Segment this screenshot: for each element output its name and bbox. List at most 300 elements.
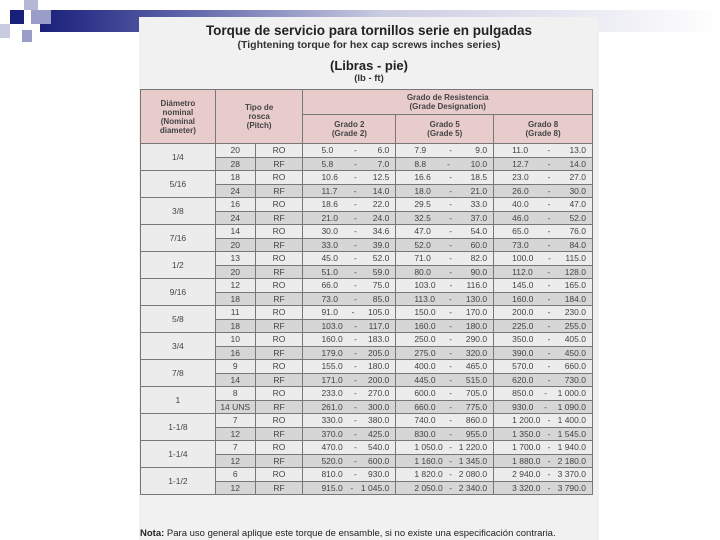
torque-range-cell <box>303 198 396 212</box>
header-grade-8 <box>494 115 593 144</box>
units-label: (Libras - pie) <box>329 58 408 73</box>
torque-range-cell <box>494 427 593 441</box>
torque-range-cell <box>494 360 593 374</box>
pitch-cell: 6 <box>215 468 255 482</box>
corner-square <box>0 24 10 38</box>
torque-range-cell <box>494 400 593 414</box>
torque-min: 620.0 <box>512 374 534 385</box>
range-separator: - <box>449 334 453 345</box>
torque-range-cell <box>494 171 593 185</box>
torque-min: 16.6 <box>414 172 431 183</box>
torque-min: 112.0 <box>512 266 533 277</box>
range-separator: - <box>449 455 453 466</box>
table-row <box>141 306 593 320</box>
torque-max: 52.0 <box>569 212 586 223</box>
pitch-cell: 14 <box>215 225 255 239</box>
diameter-cell: 9/16 <box>141 279 216 306</box>
torque-min: 225.0 <box>512 320 534 331</box>
range-separator: - <box>547 158 551 169</box>
diameter-cell: 1 <box>141 387 216 414</box>
range-separator: - <box>353 334 357 345</box>
torque-min: 51.0 <box>321 266 338 277</box>
torque-min: 275.0 <box>414 347 436 358</box>
torque-range-cell <box>396 346 494 360</box>
torque-range-cell <box>494 184 593 198</box>
torque-max: 955.0 <box>465 428 488 439</box>
range-separator: - <box>547 469 551 480</box>
range-separator: - <box>449 401 453 412</box>
header-text: diameter) <box>159 125 196 135</box>
torque-max: 1 545.0 <box>557 428 586 439</box>
torque-min: 250.0 <box>414 334 436 345</box>
torque-max: 1 000.0 <box>557 388 586 399</box>
torque-max: 21.0 <box>470 185 488 196</box>
torque-range-cell <box>396 414 494 428</box>
torque-max: 85.0 <box>372 293 390 304</box>
range-separator: - <box>449 415 453 426</box>
thread-type-cell: RF <box>255 265 303 279</box>
torque-range-cell <box>494 144 593 158</box>
thread-type-cell: RO <box>255 279 303 293</box>
range-separator: - <box>544 401 547 412</box>
range-separator: - <box>353 374 357 385</box>
torque-max: 705.0 <box>465 388 488 399</box>
torque-min: 71.0 <box>414 253 431 264</box>
torque-min: 350.0 <box>512 334 534 345</box>
torque-max: 14.0 <box>372 185 390 196</box>
header-text: Grado de Resistencia <box>406 93 489 102</box>
table-row <box>141 279 593 293</box>
thread-type-cell: RO <box>255 414 303 428</box>
torque-min: 850.0 <box>512 388 534 399</box>
range-separator: - <box>449 388 453 399</box>
torque-max: 320.0 <box>465 347 488 358</box>
thread-type-cell: RO <box>255 306 303 320</box>
range-separator: - <box>353 280 357 291</box>
torque-min: 520.0 <box>321 455 343 466</box>
range-separator: - <box>449 239 453 250</box>
range-separator: - <box>547 361 551 372</box>
torque-max: 37.0 <box>470 212 488 223</box>
header-pitch <box>215 90 303 144</box>
range-separator: - <box>353 145 357 156</box>
torque-range-cell <box>494 265 593 279</box>
range-separator: - <box>353 428 357 439</box>
range-separator: - <box>544 388 547 399</box>
torque-range-cell <box>303 360 396 374</box>
range-separator: - <box>353 469 357 480</box>
diameter-cell: 5/16 <box>141 171 216 198</box>
pitch-cell: 24 <box>215 184 255 198</box>
torque-range-cell <box>396 198 494 212</box>
torque-range-cell <box>303 346 396 360</box>
torque-range-cell <box>494 441 593 455</box>
range-separator: - <box>547 212 551 223</box>
pitch-cell: 16 <box>215 198 255 212</box>
torque-max: 7.0 <box>377 158 390 169</box>
thread-type-cell: RF <box>255 373 303 387</box>
torque-range-cell <box>303 211 396 225</box>
thread-type-cell: RO <box>255 387 303 401</box>
torque-min: 1 050.0 <box>414 442 443 453</box>
torque-min: 26.0 <box>512 185 529 196</box>
range-separator: - <box>449 199 453 210</box>
header-text: (Grade Designation) <box>409 102 486 111</box>
torque-range-cell <box>396 400 494 414</box>
thread-type-cell: RO <box>255 225 303 239</box>
diameter-cell: 3/8 <box>141 198 216 225</box>
torque-range-cell <box>396 454 494 468</box>
torque-range-cell <box>396 279 494 293</box>
torque-range-cell <box>494 454 593 468</box>
table-row <box>141 225 593 239</box>
range-separator: - <box>353 293 357 304</box>
torque-min: 470.0 <box>321 442 343 453</box>
torque-max: 600.0 <box>368 455 390 466</box>
corner-square <box>31 10 51 24</box>
torque-range-cell <box>494 252 593 266</box>
header-text: Grado 5 <box>429 120 460 129</box>
torque-range-cell <box>396 292 494 306</box>
thread-type-cell: RF <box>255 211 303 225</box>
torque-max: 425.0 <box>368 428 390 439</box>
torque-min: 7.9 <box>414 145 427 156</box>
torque-range-cell <box>494 157 593 171</box>
torque-max: 180.0 <box>368 361 390 372</box>
torque-min: 1 820.0 <box>414 469 443 480</box>
note-text: Para uso general aplique este torque de ensamble, si no existe una especificación contraria. <box>164 528 556 539</box>
torque-max: 33.0 <box>470 199 488 210</box>
torque-min: 660.0 <box>414 401 436 412</box>
diameter-cell: 5/8 <box>141 306 216 333</box>
torque-min: 740.0 <box>414 415 436 426</box>
thread-type-cell: RF <box>255 292 303 306</box>
header-text: Diámetro <box>160 98 196 108</box>
range-separator: - <box>353 442 357 453</box>
table-row <box>141 414 593 428</box>
range-separator: - <box>547 226 551 237</box>
range-separator: - <box>449 280 453 291</box>
torque-min: 21.0 <box>321 212 338 223</box>
torque-min: 1 350.0 <box>512 428 541 439</box>
torque-max: 300.0 <box>368 401 390 412</box>
range-separator: - <box>353 253 357 264</box>
torque-range-cell <box>396 427 494 441</box>
torque-min: 45.0 <box>321 253 338 264</box>
torque-range-cell <box>303 157 396 171</box>
torque-max: 90.0 <box>470 266 488 277</box>
header-text: Grado 2 <box>334 120 365 129</box>
torque-min: 145.0 <box>512 280 534 291</box>
torque-max: 405.0 <box>564 334 586 345</box>
torque-max: 115.0 <box>565 253 586 264</box>
torque-max: 128.0 <box>564 266 586 277</box>
diameter-cell: 1-1/2 <box>141 468 216 495</box>
range-separator: - <box>449 469 453 480</box>
thread-type-cell: RO <box>255 441 303 455</box>
range-separator: - <box>547 334 551 345</box>
torque-min: 30.0 <box>321 226 338 237</box>
torque-range-cell <box>494 238 593 252</box>
range-separator: - <box>547 266 551 277</box>
pitch-cell: 20 <box>215 238 255 252</box>
torque-min: 40.0 <box>512 199 529 210</box>
torque-min: 915.0 <box>321 482 343 493</box>
range-separator: - <box>353 347 357 358</box>
torque-max: 117.0 <box>368 320 390 331</box>
range-separator: - <box>449 172 453 183</box>
range-separator: - <box>350 482 354 493</box>
torque-min: 10.6 <box>321 172 338 183</box>
torque-table <box>140 89 593 495</box>
torque-range-cell <box>396 225 494 239</box>
header-text: rosca <box>248 112 270 121</box>
range-separator: - <box>547 185 551 196</box>
torque-min: 73.0 <box>321 293 338 304</box>
range-separator: - <box>547 442 551 453</box>
range-separator: - <box>449 307 453 318</box>
torque-max: 540.0 <box>368 442 390 453</box>
range-separator: - <box>547 199 551 210</box>
pitch-cell: 20 <box>215 144 255 158</box>
range-separator: - <box>353 401 357 412</box>
torque-max: 1 045.0 <box>360 482 390 493</box>
table-row <box>141 441 593 455</box>
note-label: Nota: <box>140 528 165 539</box>
torque-range-cell <box>396 171 494 185</box>
pitch-cell: 7 <box>215 441 255 455</box>
torque-range-cell <box>494 279 593 293</box>
torque-range-cell <box>303 414 396 428</box>
torque-max: 380.0 <box>368 415 390 426</box>
torque-min: 570.0 <box>512 361 534 372</box>
torque-max: 14.0 <box>569 158 586 169</box>
torque-range-cell <box>494 198 593 212</box>
thread-type-cell: RO <box>255 171 303 185</box>
torque-max: 27.0 <box>569 172 586 183</box>
torque-max: 775.0 <box>465 401 488 412</box>
torque-max: 82.0 <box>470 253 488 264</box>
torque-max: 54.0 <box>470 226 488 237</box>
thread-type-cell: RF <box>255 157 303 171</box>
torque-min: 66.0 <box>321 280 338 291</box>
torque-range-cell <box>303 387 396 401</box>
header-text: (Grade 5) <box>427 129 463 138</box>
torque-max: 1 090.0 <box>557 401 586 412</box>
torque-min: 33.0 <box>321 239 338 250</box>
torque-min: 810.0 <box>321 469 343 480</box>
thread-type-cell: RF <box>255 319 303 333</box>
table-row <box>141 360 593 374</box>
table-row <box>141 144 593 158</box>
torque-min: 32.5 <box>414 212 431 223</box>
torque-min: 5.8 <box>321 158 334 169</box>
pitch-cell: 18 <box>215 171 255 185</box>
torque-max: 3 370.0 <box>557 469 586 480</box>
range-separator: - <box>353 415 357 426</box>
torque-range-cell <box>303 292 396 306</box>
pitch-cell: 10 <box>215 333 255 347</box>
torque-range-cell <box>303 481 396 495</box>
torque-range-cell <box>396 373 494 387</box>
torque-max: 22.0 <box>372 199 390 210</box>
torque-min: 160.0 <box>321 334 343 345</box>
diameter-cell: 1-1/4 <box>141 441 216 468</box>
torque-min: 100.0 <box>512 253 534 264</box>
torque-min: 29.5 <box>414 199 431 210</box>
torque-min: 400.0 <box>414 361 436 372</box>
table-subtitle: (Tightening torque for hex cap screws inches series) <box>237 39 501 51</box>
torque-range-cell <box>494 225 593 239</box>
pitch-cell: 12 <box>215 427 255 441</box>
torque-max: 30.0 <box>569 185 586 196</box>
torque-max: 76.0 <box>569 226 586 237</box>
torque-max: 2 180.0 <box>557 455 586 466</box>
corner-square <box>10 10 24 24</box>
torque-max: 105.0 <box>368 307 390 318</box>
pitch-cell: 12 <box>215 481 255 495</box>
torque-min: 150.0 <box>414 307 436 318</box>
torque-range-cell <box>303 333 396 347</box>
header-text: nominal <box>162 107 194 117</box>
range-separator: - <box>449 374 453 385</box>
torque-max: 515.0 <box>465 374 488 385</box>
range-separator: - <box>547 145 551 156</box>
torque-min: 8.8 <box>414 158 427 169</box>
range-separator: - <box>547 253 551 264</box>
torque-range-cell <box>303 238 396 252</box>
range-separator: - <box>547 415 551 426</box>
torque-max: 290.0 <box>465 334 488 345</box>
torque-range-cell <box>396 144 494 158</box>
torque-range-cell <box>396 306 494 320</box>
torque-min: 330.0 <box>321 415 343 426</box>
torque-range-cell <box>303 454 396 468</box>
thread-type-cell: RO <box>255 333 303 347</box>
torque-max: 3 790.0 <box>557 482 586 493</box>
torque-max: 34.6 <box>372 226 390 237</box>
range-separator: - <box>353 361 357 372</box>
range-separator: - <box>547 172 551 183</box>
torque-max: 860.0 <box>465 415 488 426</box>
torque-range-cell <box>303 225 396 239</box>
torque-min: 370.0 <box>321 428 343 439</box>
diameter-cell: 7/8 <box>141 360 216 387</box>
torque-max: 13.0 <box>569 145 586 156</box>
torque-range-cell <box>396 481 494 495</box>
torque-table-image <box>139 17 599 540</box>
torque-max: 200.0 <box>368 374 390 385</box>
torque-min: 2 940.0 <box>512 469 541 480</box>
thread-type-cell: RF <box>255 238 303 252</box>
range-separator: - <box>353 455 357 466</box>
torque-range-cell <box>303 306 396 320</box>
torque-max: 1 220.0 <box>458 442 488 453</box>
torque-max: 660.0 <box>564 361 586 372</box>
torque-min: 179.0 <box>321 347 343 358</box>
torque-min: 171.0 <box>321 374 343 385</box>
torque-range-cell <box>494 387 593 401</box>
torque-range-cell <box>303 400 396 414</box>
torque-max: 52.0 <box>372 253 390 264</box>
torque-range-cell <box>494 414 593 428</box>
torque-min: 2 050.0 <box>414 482 443 493</box>
torque-max: 270.0 <box>368 388 390 399</box>
pitch-cell: 12 <box>215 279 255 293</box>
torque-min: 47.0 <box>414 226 431 237</box>
range-separator: - <box>448 293 452 304</box>
range-separator: - <box>547 455 551 466</box>
pitch-cell: 14 UNS <box>215 400 255 414</box>
torque-min: 18.0 <box>414 185 431 196</box>
torque-max: 18.5 <box>470 172 488 183</box>
torque-range-cell <box>396 184 494 198</box>
torque-max: 205.0 <box>368 347 390 358</box>
thread-type-cell: RO <box>255 468 303 482</box>
torque-range-cell <box>396 211 494 225</box>
range-separator: - <box>547 482 551 493</box>
range-separator: - <box>547 293 551 304</box>
torque-range-cell <box>494 346 593 360</box>
diameter-cell: 7/16 <box>141 225 216 252</box>
torque-min: 103.0 <box>414 280 436 291</box>
table-row <box>141 387 593 401</box>
torque-min: 18.6 <box>321 199 338 210</box>
torque-max: 1 400.0 <box>557 415 586 426</box>
range-separator: - <box>449 320 453 331</box>
torque-min: 113.0 <box>414 293 435 304</box>
range-separator: - <box>446 158 450 169</box>
torque-max: 116.0 <box>466 280 488 291</box>
header-text: (Pitch) <box>246 121 272 130</box>
torque-max: 2 080.0 <box>458 469 488 480</box>
torque-range-cell <box>494 211 593 225</box>
torque-range-cell <box>303 171 396 185</box>
thread-type-cell: RO <box>255 360 303 374</box>
torque-min: 160.0 <box>512 293 534 304</box>
table-row <box>141 171 593 185</box>
range-separator: - <box>353 199 357 210</box>
header-text: (Grade 2) <box>331 129 367 138</box>
diameter-cell: 1-1/8 <box>141 414 216 441</box>
diameter-cell: 3/4 <box>141 333 216 360</box>
torque-range-cell <box>396 360 494 374</box>
torque-min: 1 200.0 <box>512 415 541 426</box>
torque-range-cell <box>303 373 396 387</box>
torque-min: 91.0 <box>321 307 338 318</box>
torque-range-cell <box>396 468 494 482</box>
torque-max: 47.0 <box>569 199 586 210</box>
torque-range-cell <box>396 333 494 347</box>
header-grade-2 <box>303 115 396 144</box>
thread-type-cell: RF <box>255 454 303 468</box>
header-text: (Nominal <box>160 116 195 126</box>
thread-type-cell: RF <box>255 346 303 360</box>
range-separator: - <box>547 347 551 358</box>
torque-max: 130.0 <box>465 293 488 304</box>
pitch-cell: 11 <box>215 306 255 320</box>
torque-min: 5.0 <box>321 145 334 156</box>
torque-range-cell <box>303 468 396 482</box>
torque-max: 465.0 <box>465 361 488 372</box>
pitch-cell: 20 <box>215 265 255 279</box>
table-row <box>141 252 593 266</box>
header-diameter <box>141 90 216 144</box>
torque-range-cell <box>494 319 593 333</box>
torque-max: 183.0 <box>368 334 390 345</box>
range-separator: - <box>353 388 357 399</box>
thread-type-cell: RF <box>255 184 303 198</box>
